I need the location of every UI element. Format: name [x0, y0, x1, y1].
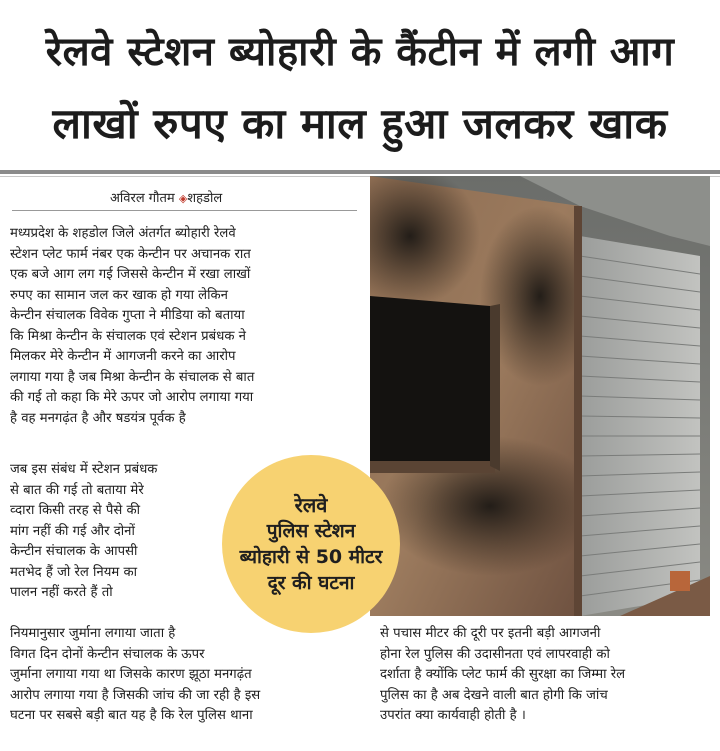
callout-line-3: ब्योहारी से 50 मीटर: [239, 546, 383, 568]
headline-divider: [0, 170, 720, 174]
article-line: जुर्माना लगाया गया था जिसके कारण झूठा मनगढ़ंत: [10, 667, 252, 682]
article-column-left-top: [10, 224, 362, 429]
byline-divider: [12, 210, 357, 211]
byline: [110, 188, 222, 206]
byline-author: अविरल गौतम: [110, 191, 175, 206]
article-line: दर्शाता है क्योंकि प्लेट फार्म की सुरक्षा का जिम्मा रेल: [380, 667, 626, 682]
article-line: से पचास मीटर की दूरी पर इतनी बड़ी आगजनी: [380, 626, 601, 641]
article-column-left-bottom: [10, 624, 362, 727]
article-line: मिलकर मेरे केन्टीन में आगजनी करने का आरोप: [10, 349, 236, 364]
callout-line-2: पुलिस स्टेशन: [266, 520, 356, 542]
article-line: होना रेल पुलिस की उदासीनता एवं लापरवाही को: [380, 646, 610, 662]
article-line: व्दारा किसी तरह से पैसे की: [10, 503, 141, 518]
article-line: लगाया गया है जब मिश्रा केन्टीन के संचालक से बात: [10, 369, 255, 385]
article-line: पुलिस का है अब देखने वाली बात होगी कि जांच: [380, 687, 608, 703]
article-line: मतभेद हैं जो रेल नियम का: [10, 564, 137, 580]
article-line: जब इस संबंध में स्टेशन प्रबंधक: [10, 462, 158, 477]
article-line: आरोप लगाया गया है जिसकी जांच की जा रही है इस: [10, 687, 261, 703]
article-column-left-narrow: [10, 460, 220, 604]
article-line: पालन नहीं करते हैं तो: [10, 585, 113, 600]
article-line: रुपए का सामान जल कर खाक हो गया लेकिन: [10, 287, 228, 303]
article-column-right: [380, 624, 710, 727]
callout-line-4: दूर की घटना: [267, 572, 355, 594]
article-line: उपरांत क्या कार्यवाही होती है ।: [380, 708, 526, 723]
article-line: नियमानुसार जुर्माना लगाया जाता है: [10, 626, 176, 641]
article-line: स्टेशन प्लेट फार्म नंबर एक केन्टीन पर अचानक रात: [10, 246, 251, 262]
article-line: कि मिश्रा केन्टीन के संचालक एवं स्टेशन प्रबंधक ने: [10, 328, 246, 344]
headline-line-1: रेलवे स्टेशन ब्योहारी के कैंटीन में लगी आग: [45, 29, 675, 75]
article-line: एक बजे आग लग गई जिससे केन्टीन में रखा लाखों: [10, 267, 251, 282]
callout-line-1: रेलवे: [294, 493, 328, 517]
article-line: मध्यप्रदेश के शहडोल जिले अंतर्गत ब्योहारी रेलवे: [10, 226, 236, 241]
article-line: केन्टीन संचालक विवेक गुप्ता ने मीडिया को बताया: [10, 308, 245, 323]
article-line: की गई तो कहा कि मेरे ऊपर जो आरोप लगाया गया: [10, 390, 254, 405]
article-line: है वह मनगढ़ंत है और षडयंत्र पूर्वक है: [10, 410, 186, 426]
article-line: केन्टीन संचालक के आपसी: [10, 544, 138, 559]
diamond-icon: ◈: [178, 192, 188, 205]
article-line: मांग नहीं की गई और दोनों: [10, 523, 135, 539]
article-line: विगत दिन दोनों केन्टीन संचालक के ऊपर: [10, 646, 205, 662]
byline-location: शहडोल: [187, 191, 223, 206]
headline-line-2: लाखों रुपए का माल हुआ जलकर खाक: [52, 99, 668, 148]
article-line: से बात की गई तो बताया मेरे: [10, 482, 144, 498]
canteen-fire-photo: [370, 176, 710, 616]
callout-badge: [222, 455, 400, 633]
article-line: घटना पर सबसे बड़ी बात यह है कि रेल पुलिस थाना: [10, 708, 253, 723]
